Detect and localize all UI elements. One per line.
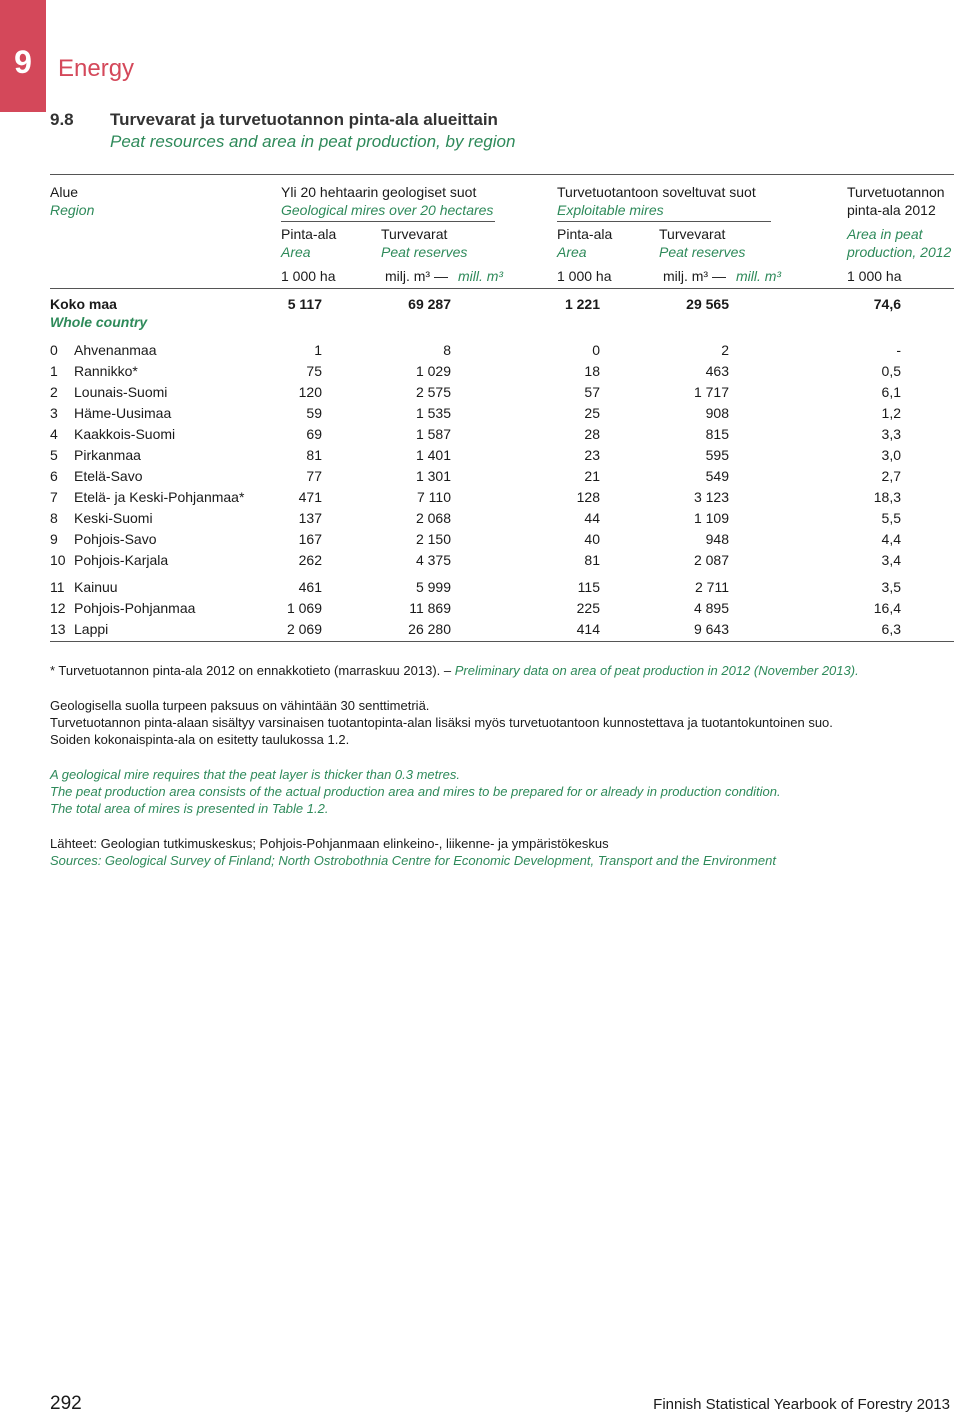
table-row: [50, 340, 954, 361]
cell: 16,4: [873, 600, 901, 616]
header-region-fi: Alue: [50, 184, 79, 200]
header-unit-m3-fi-1: milj. m³ —: [385, 268, 448, 284]
region-name: Keski-Suomi: [74, 510, 153, 526]
cell: 25: [584, 405, 600, 421]
header-reserves1-fi: Turvevarat: [381, 226, 448, 242]
cell: 21: [584, 468, 600, 484]
cell: 4 895: [693, 600, 729, 616]
header-group3-en-line1: Area in peat: [847, 226, 923, 242]
region-number: 9: [50, 531, 58, 547]
cell: 908: [705, 405, 729, 421]
total-label-en: Whole country: [50, 314, 148, 330]
sources-fi: Lähteet: Geologian tutkimuskeskus; Pohjois-Pohjanmaan elinkeino-, liikenne- ja ympäristökeskus: [50, 836, 609, 851]
cell: 9 643: [693, 621, 729, 637]
table-row: [50, 619, 954, 640]
cell: 1 109: [693, 510, 729, 526]
cell: 1 069: [286, 600, 322, 616]
cell: 81: [584, 552, 600, 568]
region-name: Etelä- ja Keski-Pohjanmaa*: [74, 489, 245, 505]
note-en-3: The total area of mires is presented in Table 1.2.: [50, 801, 329, 816]
cell: 18,3: [873, 489, 901, 505]
cell: 57: [584, 384, 600, 400]
cell: 29 565: [686, 296, 729, 312]
region-number: 0: [50, 342, 58, 358]
sources-en: Sources: Geological Survey of Finland; North Ostrobothnia Centre for Economic Development, Transport and the Environment: [50, 853, 776, 868]
cell: 549: [705, 468, 729, 484]
note-fi-1: Geologisella suolla turpeen paksuus on vähintään 30 senttimetriä.: [50, 698, 430, 713]
region-name: Kaakkois-Suomi: [74, 426, 176, 442]
region-name: Pohjois-Savo: [74, 531, 157, 547]
cell: 225: [576, 600, 600, 616]
cell: 461: [298, 579, 322, 595]
table-row: [50, 382, 954, 403]
region-number: 1: [50, 363, 58, 379]
header-group1-en: Geological mires over 20 hectares: [281, 202, 494, 218]
header-area2-fi: Pinta-ala: [557, 226, 613, 242]
region-name: Pirkanmaa: [74, 447, 141, 463]
header-group3-en-line2: production, 2012: [847, 244, 952, 260]
header-area1-en: Area: [281, 244, 311, 260]
cell: 6,1: [881, 384, 901, 400]
cell: 948: [705, 531, 729, 547]
cell: 128: [576, 489, 600, 505]
cell: 471: [298, 489, 322, 505]
table-row: [50, 403, 954, 424]
cell: 1 401: [415, 447, 451, 463]
cell: -: [896, 342, 901, 358]
header-unit-m3-en-1: mill. m³: [458, 268, 504, 284]
cell: 5 999: [415, 579, 451, 595]
region-number: 7: [50, 489, 58, 505]
table-row: [50, 466, 954, 487]
table-row: [50, 598, 954, 619]
cell: 44: [584, 510, 600, 526]
cell: 0,5: [881, 363, 901, 379]
header-unit-ha-2: 1 000 ha: [557, 268, 612, 284]
region-number: 10: [50, 552, 66, 568]
cell: 0: [592, 342, 600, 358]
region-number: 13: [50, 621, 66, 637]
cell: 414: [576, 621, 600, 637]
cell: 115: [577, 579, 600, 595]
cell: 69: [306, 426, 322, 442]
region-name: Etelä-Savo: [74, 468, 143, 484]
region-number: 11: [50, 579, 65, 595]
cell: 595: [705, 447, 729, 463]
region-number: 3: [50, 405, 58, 421]
region-number: 12: [50, 600, 66, 616]
note-fi-2: Turvetuotannon pinta-alaan sisältyy varsinaisen tuotantopinta-alan lisäksi myös turvetuotantoon kunnostettava ja tuotantokuntoinen suo.: [50, 715, 833, 730]
cell: 2 711: [695, 579, 729, 595]
region-number: 4: [50, 426, 58, 442]
cell: 1 221: [564, 296, 600, 312]
header-group3-line1: Turvetuotannon: [847, 184, 945, 200]
cell: 2 150: [415, 531, 451, 547]
note-fi-3: Soiden kokonaispinta-ala on esitetty taulukossa 1.2.: [50, 732, 350, 747]
table-title-en: Peat resources and area in peat production, by region: [110, 132, 516, 151]
publication-title: Finnish Statistical Yearbook of Forestry 2013: [653, 1396, 950, 1413]
region-name: Häme-Uusimaa: [74, 405, 172, 421]
header-unit-ha-1: 1 000 ha: [281, 268, 336, 284]
cell: 11 869: [409, 600, 451, 616]
table-row: [50, 445, 954, 466]
table-row: [50, 577, 954, 598]
cell: 3,5: [881, 579, 901, 595]
cell: 6,3: [881, 621, 901, 637]
cell: 1 717: [693, 384, 729, 400]
cell: 59: [306, 405, 322, 421]
table-row: [50, 550, 954, 571]
cell: 2 575: [415, 384, 451, 400]
cell: 167: [298, 531, 322, 547]
cell: 2: [721, 342, 729, 358]
cell: 3,0: [881, 447, 901, 463]
region-name: Lappi: [74, 621, 109, 637]
table-row: [50, 487, 954, 508]
note-en-2: The peat production area consists of the actual production area and mires to be prepared for or already in production condition.: [50, 784, 781, 799]
cell: 120: [298, 384, 322, 400]
header-area2-en: Area: [557, 244, 587, 260]
cell: 2 087: [693, 552, 729, 568]
header-group1-fi: Yli 20 hehtaarin geologiset suot: [281, 184, 477, 200]
footnote: [50, 662, 859, 679]
header-reserves1-en: Peat reserves: [381, 244, 468, 260]
cell: 4,4: [881, 531, 901, 547]
cell: 137: [298, 510, 322, 526]
cell: 1 029: [415, 363, 451, 379]
table-bottom-rule: [50, 641, 954, 642]
cell: 3 123: [693, 489, 729, 505]
table-title-fi: Turvevarat ja turvetuotannon pinta-ala alueittain: [110, 110, 498, 129]
cell: 5,5: [881, 510, 901, 526]
cell: 2 069: [286, 621, 322, 637]
cell: 28: [584, 426, 600, 442]
total-row: [50, 294, 954, 315]
header-reserves2-en: Peat reserves: [659, 244, 746, 260]
footnote-fi: * Turvetuotannon pinta-ala 2012 on ennakkotieto (marraskuu 2013). –: [50, 663, 452, 678]
header-region-en: Region: [50, 202, 95, 218]
region-number: 5: [50, 447, 58, 463]
region-name: Pohjois-Pohjanmaa: [74, 600, 196, 616]
page-number: 292: [50, 1393, 82, 1414]
cell: 69 287: [408, 296, 451, 312]
cell: 74,6: [873, 296, 901, 312]
region-name: Ahvenanmaa: [74, 342, 157, 358]
region-name: Pohjois-Karjala: [74, 552, 169, 568]
total-label-fi: Koko maa: [50, 296, 117, 312]
table-row: [50, 508, 954, 529]
cell: 3,4: [881, 552, 901, 568]
cell: 81: [306, 447, 322, 463]
header-unit-m3-fi-2: milj. m³ —: [663, 268, 726, 284]
header-reserves2-fi: Turvevarat: [659, 226, 726, 242]
cell: 1: [314, 342, 322, 358]
region-number: 2: [50, 384, 58, 400]
cell: 5 117: [287, 296, 322, 312]
region-name: Rannikko*: [74, 363, 138, 379]
header-unit-ha-3: 1 000 ha: [847, 268, 902, 284]
region-name: Lounais-Suomi: [74, 384, 168, 400]
header-bottom-rule: [50, 288, 954, 289]
header-group1-rule: [281, 221, 495, 222]
cell: 463: [705, 363, 729, 379]
region-number: 6: [50, 468, 58, 484]
cell: 3,3: [881, 426, 901, 442]
cell: 26 280: [408, 621, 451, 637]
cell: 815: [705, 426, 729, 442]
header-group2-fi: Turvetuotantoon soveltuvat suot: [557, 184, 756, 200]
footnote-en: Preliminary data on area of peat production in 2012 (November 2013).: [454, 663, 859, 678]
header-group2-rule: [557, 221, 771, 222]
table-number: 9.8: [50, 110, 74, 129]
cell: 18: [584, 363, 600, 379]
region-name: Kainuu: [74, 579, 118, 595]
header-area1-fi: Pinta-ala: [281, 226, 337, 242]
cell: 1 587: [415, 426, 451, 442]
cell: 23: [584, 447, 600, 463]
header-unit-m3-en-2: mill. m³: [736, 268, 782, 284]
table-row: [50, 424, 954, 445]
cell: 7 110: [417, 489, 451, 505]
chapter-title: Energy: [58, 55, 135, 82]
header-group2-en: Exploitable mires: [557, 202, 664, 218]
cell: 8: [443, 342, 451, 358]
cell: 40: [584, 531, 600, 547]
cell: 1 535: [415, 405, 451, 421]
table-row: [50, 361, 954, 382]
chapter-number: 9: [14, 44, 32, 80]
table-row: [50, 529, 954, 550]
note-en-1: A geological mire requires that the peat layer is thicker than 0.3 metres.: [50, 767, 460, 782]
header-top-rule: [50, 174, 954, 175]
cell: 1 301: [415, 468, 451, 484]
cell: 262: [298, 552, 322, 568]
header-group3-line2: pinta-ala 2012: [847, 202, 936, 218]
cell: 75: [306, 363, 322, 379]
cell: 4 375: [415, 552, 451, 568]
cell: 77: [306, 468, 322, 484]
cell: 2,7: [881, 468, 901, 484]
region-number: 8: [50, 510, 58, 526]
cell: 1,2: [881, 405, 901, 421]
cell: 2 068: [415, 510, 451, 526]
